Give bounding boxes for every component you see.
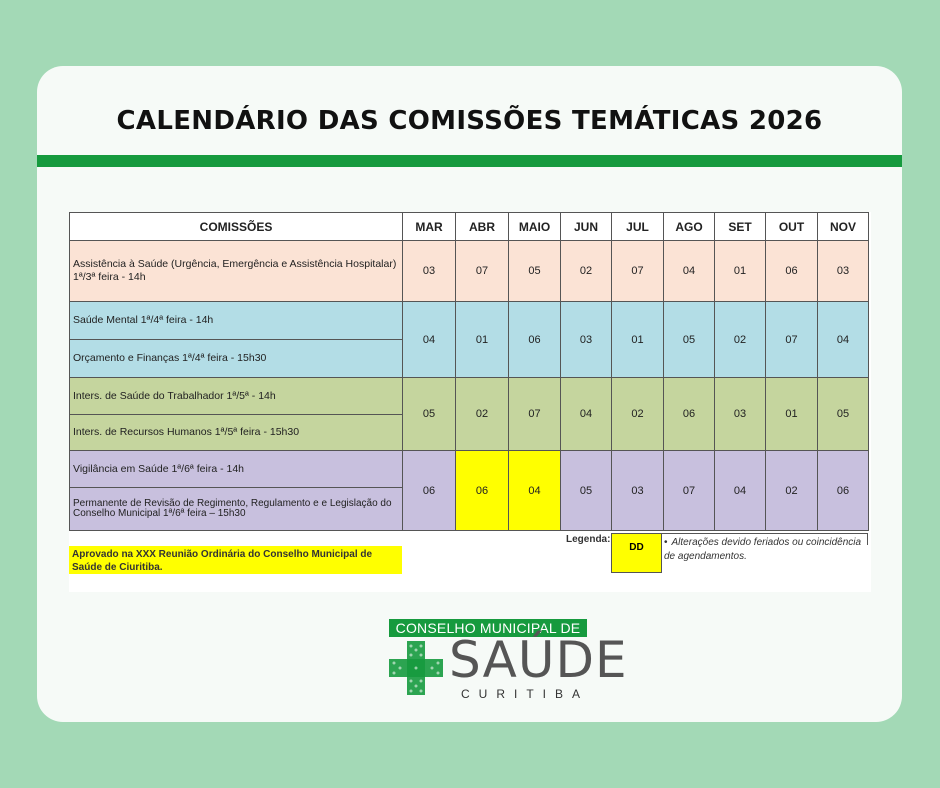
date-cell: 02 [456, 378, 509, 451]
date-cell: 03 [403, 241, 456, 302]
date-cell: 06 [766, 241, 818, 302]
council-logo [389, 619, 628, 709]
date-cell-highlighted: 04 [509, 451, 561, 531]
header-month: MAR [403, 213, 456, 241]
table-row [70, 302, 869, 340]
date-cell: 04 [715, 451, 766, 531]
legend-text: Alterações devido feriados ou coincidência de agendamentos. [664, 537, 862, 562]
header-month: JUL [612, 213, 664, 241]
logo-city: CURITIBA [461, 687, 590, 701]
header-month: JUN [561, 213, 612, 241]
date-cell: 06 [509, 302, 561, 378]
date-cell: 01 [766, 378, 818, 451]
header-month: MAIO [509, 213, 561, 241]
date-cell: 05 [561, 451, 612, 531]
date-cell: 04 [403, 302, 456, 378]
table-header-row [70, 213, 869, 241]
legend-label: Legenda: [566, 534, 611, 545]
table-row [70, 451, 869, 488]
date-cell: 01 [715, 241, 766, 302]
date-cell: 05 [664, 302, 715, 378]
committee-name: Inters. de Recursos Humanos 1ª/5ª feira - 15h30 [70, 415, 403, 451]
green-cross-icon [389, 641, 443, 695]
calendar-card [37, 66, 902, 722]
header-month: NOV [818, 213, 869, 241]
header-month: SET [715, 213, 766, 241]
calendar-sheet [69, 212, 871, 592]
legend-divider [662, 533, 868, 534]
date-cell: 02 [561, 241, 612, 302]
date-cell: 01 [456, 302, 509, 378]
logo-banner: CONSELHO MUNICIPAL DE [389, 619, 587, 637]
date-cell: 07 [612, 241, 664, 302]
page-title: CALENDÁRIO DAS COMISSÕES TEMÁTICAS 2026 [116, 106, 823, 136]
date-cell: 06 [664, 378, 715, 451]
date-cell: 02 [715, 302, 766, 378]
title-divider [37, 155, 902, 167]
date-cell: 06 [403, 451, 456, 531]
table-row [70, 241, 869, 302]
date-cell: 05 [818, 378, 869, 451]
header-month: AGO [664, 213, 715, 241]
date-cell-highlighted: 06 [456, 451, 509, 531]
date-cell: 05 [403, 378, 456, 451]
bullet-icon: • [664, 537, 668, 548]
date-cell: 05 [509, 241, 561, 302]
date-cell: 03 [818, 241, 869, 302]
committee-name: Inters. de Saúde do Trabalhador 1ª/5ª - 14h [70, 378, 403, 415]
approval-note: Aprovado na XXX Reunião Ordinária do Conselho Municipal de Saúde de Ciuritiba. [69, 546, 402, 574]
legend-description [664, 536, 864, 564]
date-cell: 07 [456, 241, 509, 302]
committee-name: Vigilância em Saúde 1ª/6ª feira - 14h [70, 451, 403, 488]
committee-name: Saúde Mental 1ª/4ª feira - 14h [70, 302, 403, 340]
header-committees: COMISSÕES [70, 213, 403, 241]
date-cell: 03 [561, 302, 612, 378]
date-cell: 07 [766, 302, 818, 378]
committee-name: Orçamento e Finanças 1ª/4ª feira - 15h30 [70, 340, 403, 378]
header-month: OUT [766, 213, 818, 241]
date-cell: 02 [766, 451, 818, 531]
date-cell: 06 [818, 451, 869, 531]
committee-name: Assistência à Saúde (Urgência, Emergência e Assistência Hospitalar) 1ª/3ª feira - 14h [70, 241, 403, 302]
legend-divider [867, 533, 868, 545]
date-cell: 04 [664, 241, 715, 302]
date-cell: 04 [561, 378, 612, 451]
date-cell: 07 [664, 451, 715, 531]
header-month: ABR [456, 213, 509, 241]
logo-name: SAÚDE [449, 631, 628, 689]
committee-name: Permanente de Revisão de Regimento, Regulamento e e Legislação do Conselho Municipal 1ª/6ª feira – 15h30 [70, 488, 403, 531]
date-cell: 02 [612, 378, 664, 451]
date-cell: 03 [612, 451, 664, 531]
table-row [70, 378, 869, 415]
date-cell: 04 [818, 302, 869, 378]
legend-swatch: DD [611, 533, 662, 573]
calendar-table [69, 212, 869, 531]
date-cell: 03 [715, 378, 766, 451]
date-cell: 07 [509, 378, 561, 451]
date-cell: 01 [612, 302, 664, 378]
